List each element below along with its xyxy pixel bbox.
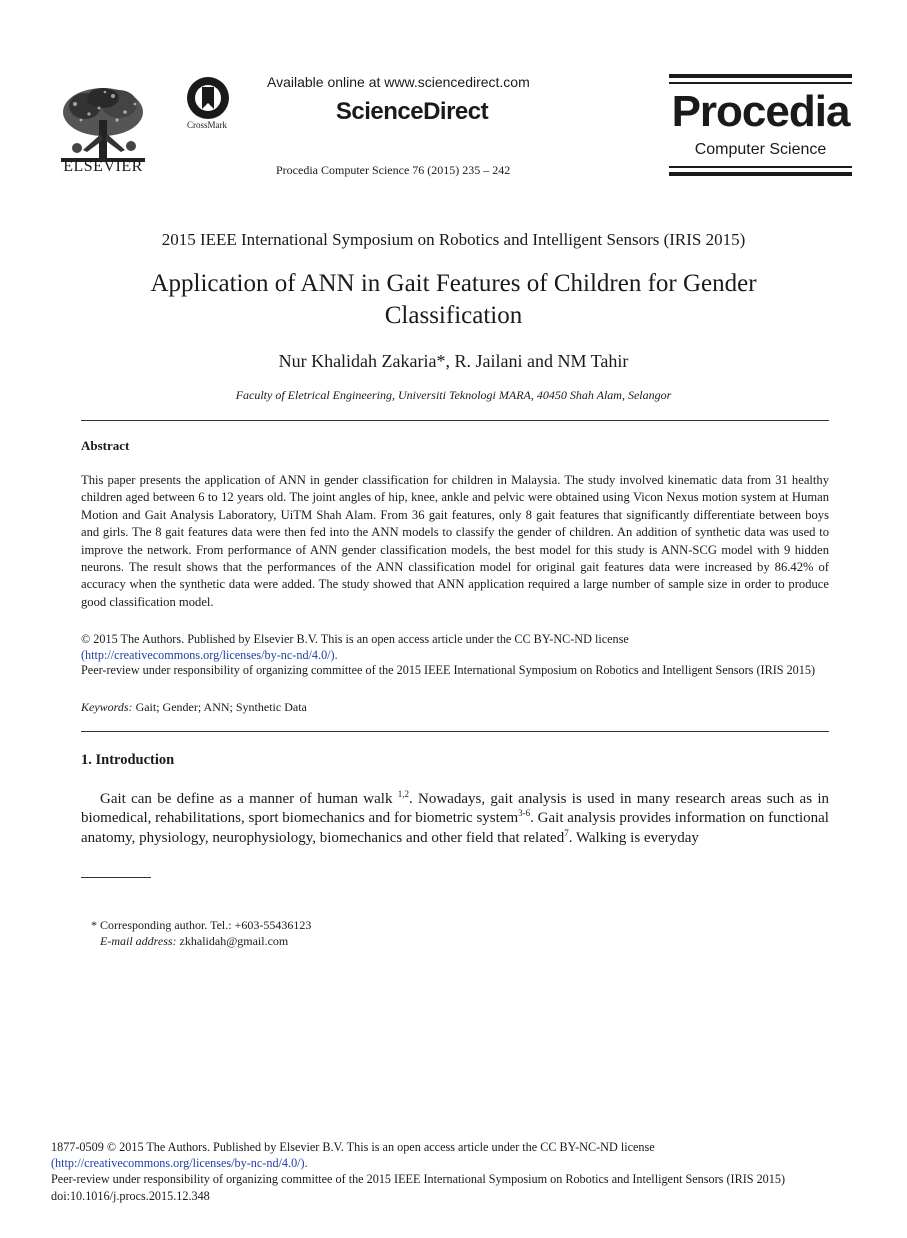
peer-review-note: Peer-review under responsibility of organizing committee of the 2015 IEEE International Symposium on Robotics and Intelligent Sensors (IRIS 2015) bbox=[81, 663, 816, 677]
abstract-copyright bbox=[81, 632, 829, 679]
procedia-wordmark: Procedia bbox=[671, 87, 850, 136]
citation-ref-3[interactable]: 7 bbox=[564, 827, 569, 838]
introduction-paragraph bbox=[81, 790, 829, 848]
email-note bbox=[100, 934, 288, 949]
divider-top bbox=[81, 420, 829, 421]
intro-text-1: Gait can be define as a manner of human walk bbox=[100, 791, 398, 807]
crossmark-label: CrossMark bbox=[187, 120, 227, 130]
intro-text-4: . Walking is everyday bbox=[568, 829, 699, 846]
affiliation: Faculty of Eletrical Engineering, Universiti Teknologi MARA, 40450 Shah Alam, Selangor bbox=[235, 388, 672, 402]
bottom-peer-review: Peer-review under responsibility of organizing committee of the 2015 IEEE International Symposium on Robotics and Intelligent Sensors (IRIS 2015) bbox=[51, 1172, 786, 1187]
license-link[interactable]: (http://creativecommons.org/licenses/by-nc-nd/4.0/). bbox=[81, 647, 338, 662]
abstract-heading: Abstract bbox=[81, 438, 130, 453]
citation-ref-1[interactable]: 1,2 bbox=[397, 789, 409, 799]
available-online-text: Available online at www.sciencedirect.com bbox=[267, 74, 530, 90]
keywords-line bbox=[81, 700, 307, 715]
publisher-logo-text: ELSEVIER bbox=[63, 158, 143, 175]
keywords-values: Gait; Gender; ANN; Synthetic Data bbox=[132, 700, 307, 714]
email-address[interactable]: zkhalidah@gmail.com bbox=[176, 934, 289, 948]
journal-citation: Procedia Computer Science 76 (2015) 235 – 242 bbox=[276, 163, 511, 177]
paper-title bbox=[100, 268, 807, 332]
abstract-body: This paper presents the application of ANN in gender classification for children in Malaysia. The study involved kinematic data from 31 healthy children aged between 6 to 12 years old. The joint angles of hip, knee, ankle and pelvic were obtained using Vicon Nexus motion system at Human Motion and Gait Analysis Laboratory, UiTM Shah Alam. From 36 gait features, only 8 gait features that significantly differentiate between boys and girls. The 8 gait features data were then fed into the ANN models to classify the gender of children. An addition of synthetic data was used to improve the network. From performance of ANN gender classification models, the best model for this study is ANN-SCG model with 9 hidden neurons. The result shows that the performances of the ANN classification model for original gait features data were increased by 86.42% of accuracy when the synthetic data were added. The study showed that ANN application required a large number of sample size in order to produce good classification model. bbox=[81, 473, 829, 609]
introduction-body bbox=[81, 790, 829, 848]
paper-title-line1: Application of ANN in Gait Features of Children for Gender bbox=[150, 270, 757, 297]
section-heading-introduction: 1. Introduction bbox=[81, 752, 175, 768]
doi-line[interactable]: doi:10.1016/j.procs.2015.12.348 bbox=[51, 1188, 210, 1203]
divider-bottom bbox=[81, 731, 829, 732]
intro-text-3: . Gait analysis provides information on functional anatomy, physiology, neurophysiology, biomechanics and other field that related bbox=[81, 810, 829, 846]
author-list: Nur Khalidah Zakaria*, R. Jailani and NM Tahir bbox=[278, 351, 629, 371]
conference-name: 2015 IEEE International Symposium on Robotics and Intelligent Sensors (IRIS 2015) bbox=[161, 230, 746, 249]
bottom-license-link[interactable]: (http://creativecommons.org/licenses/by-nc-nd/4.0/). bbox=[51, 1156, 308, 1171]
procedia-subtitle: Computer Science bbox=[694, 141, 827, 158]
sciencedirect-logo[interactable]: ScienceDirect bbox=[335, 98, 489, 125]
citation-ref-2[interactable]: 3-6 bbox=[518, 808, 531, 819]
footnote-divider bbox=[81, 877, 151, 878]
copyright-line: © 2015 The Authors. Published by Elsevier B.V. This is an open access article under the CC BY-NC-ND license bbox=[81, 632, 629, 646]
procedia-logo bbox=[669, 74, 852, 176]
paper-title-line2: Classification bbox=[384, 302, 523, 329]
keywords-label: Keywords: bbox=[81, 700, 133, 714]
bottom-license-block bbox=[51, 1139, 871, 1204]
issn-copyright-line: 1877-0509 © 2015 The Authors. Published by Elsevier B.V. This is an open access article under the CC BY-NC-ND license bbox=[51, 1140, 655, 1154]
intro-text-2: . Nowadays, gait analysis is used in many research areas such as in biomedical, rehabilitations, sport biomechanics and for biometric system bbox=[81, 791, 829, 827]
corresponding-author-note: * Corresponding author. Tel.: +603-55436123 bbox=[91, 918, 312, 932]
email-label: E-mail address: bbox=[100, 934, 177, 948]
